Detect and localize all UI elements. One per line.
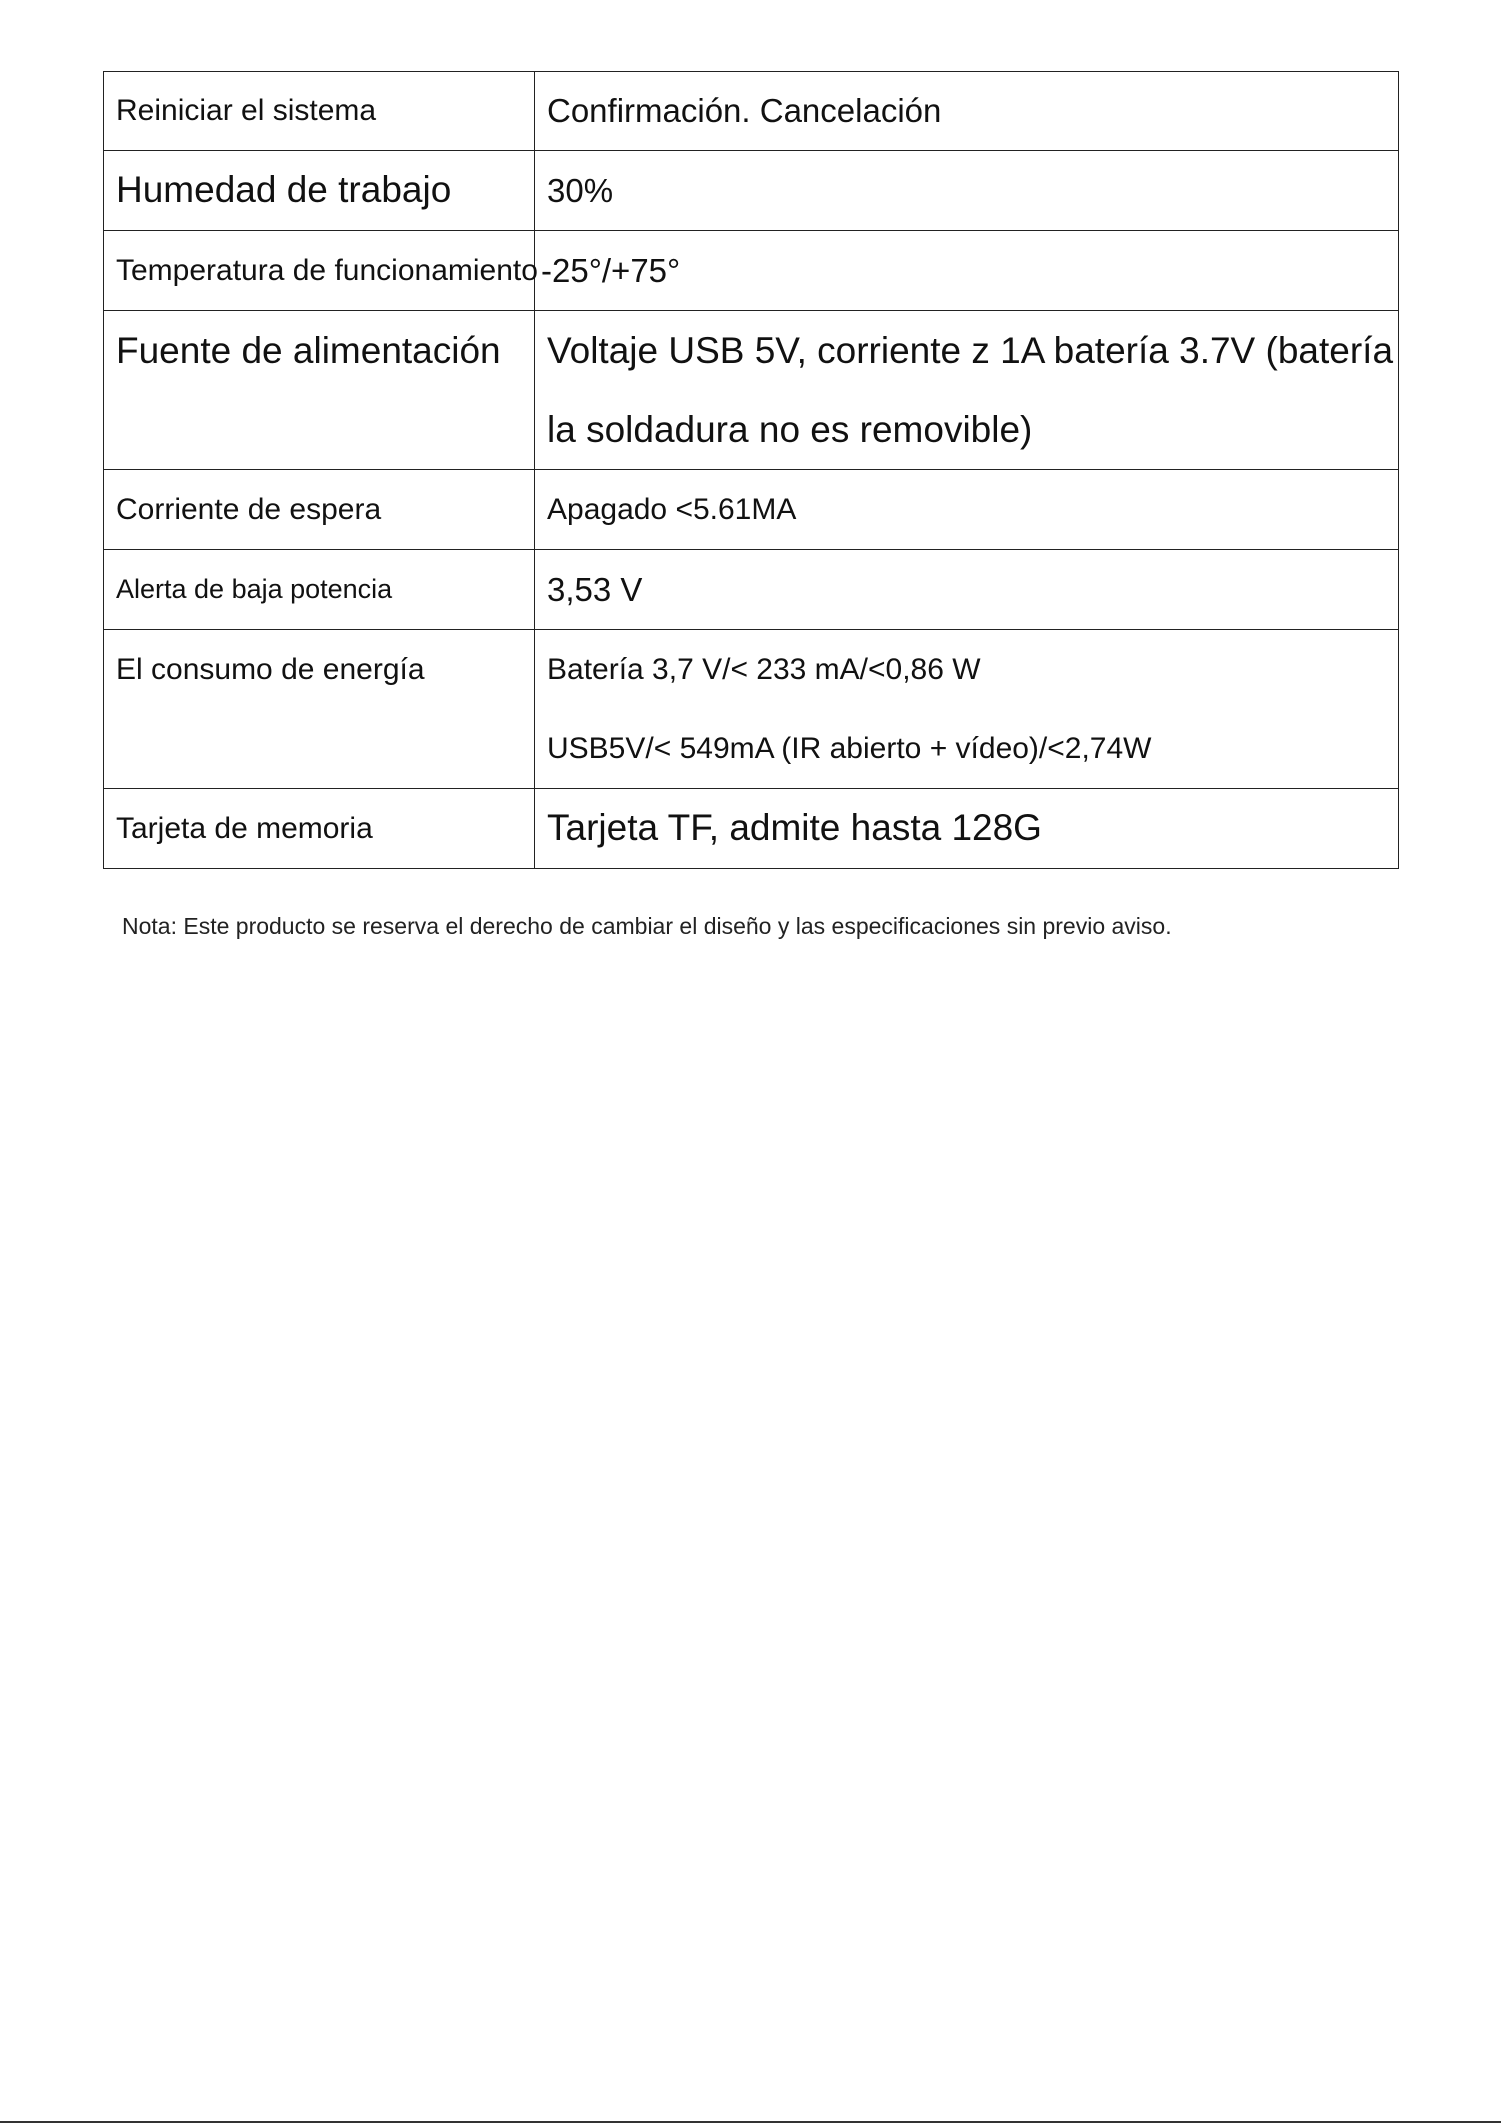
spec-value-operating-temperature: -25°/+75° bbox=[535, 231, 1399, 311]
disclaimer-note: Nota: Este producto se reserva el derecho de cambiar el diseño y las especificaciones sin previo aviso. bbox=[122, 913, 1172, 939]
spec-value-memory-card: Tarjeta TF, admite hasta 128G bbox=[535, 789, 1399, 869]
table-row bbox=[104, 630, 1399, 789]
table-row bbox=[104, 311, 1399, 470]
spec-label-power-consumption-text: El consumo de energía bbox=[116, 653, 425, 686]
spec-label-system-reset: Reiniciar el sistema bbox=[104, 72, 535, 151]
table-row bbox=[104, 789, 1399, 869]
table-row bbox=[104, 231, 1399, 311]
spec-value-power-consumption-line-2: USB5V/< 549mA (IR abierto + vídeo)/<2,74W bbox=[547, 732, 1152, 765]
spec-value-power-supply-line-2: la soldadura no es removible) bbox=[547, 409, 1033, 450]
spec-value-working-humidity: 30% bbox=[535, 151, 1399, 231]
spec-value-low-power-alert: 3,53 V bbox=[535, 550, 1399, 630]
spec-label-operating-temperature: Temperatura de funcionamiento bbox=[104, 231, 535, 311]
spec-label-low-power-alert: Alerta de baja potencia bbox=[104, 550, 535, 630]
table-row bbox=[104, 470, 1399, 550]
table-row bbox=[104, 550, 1399, 630]
table-row bbox=[104, 72, 1399, 151]
spec-label-power-consumption bbox=[104, 630, 535, 789]
spec-value-power-supply-line-1: Voltaje USB 5V, corriente z 1A batería 3.7V (batería bbox=[547, 330, 1394, 371]
spec-label-power-supply-text: Fuente de alimentación bbox=[116, 330, 501, 371]
table-row bbox=[104, 151, 1399, 231]
specifications-table bbox=[103, 71, 1399, 869]
spec-value-power-consumption bbox=[535, 630, 1399, 789]
spec-value-power-consumption-line-1: Batería 3,7 V/< 233 mA/<0,86 W bbox=[547, 653, 981, 686]
spec-value-power-supply bbox=[535, 311, 1399, 470]
spec-value-standby-current: Apagado <5.61MA bbox=[535, 470, 1399, 550]
spec-label-power-supply bbox=[104, 311, 535, 470]
spec-label-standby-current: Corriente de espera bbox=[104, 470, 535, 550]
spec-label-memory-card: Tarjeta de memoria bbox=[104, 789, 535, 869]
spec-label-working-humidity: Humedad de trabajo bbox=[104, 151, 535, 231]
spec-value-system-reset: Confirmación. Cancelación bbox=[535, 72, 1399, 151]
